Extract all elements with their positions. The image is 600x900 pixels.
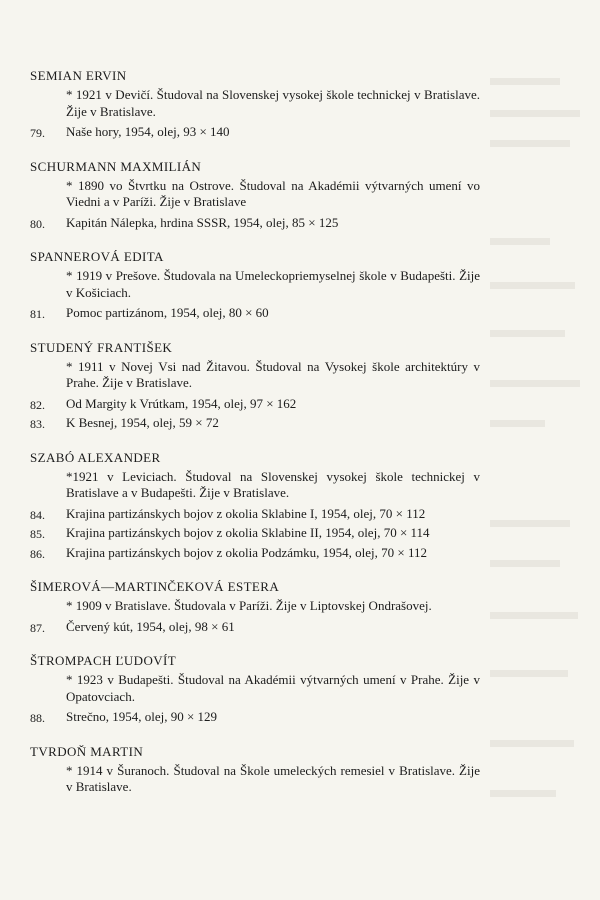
artist-entry [30,157,480,233]
artist-entry [30,338,480,433]
artwork-item [30,396,480,414]
artwork-item [30,525,480,543]
artist-name: ŠTROMPACH ĽUDOVÍT [30,653,177,668]
artwork-item [30,709,480,727]
artwork-title: Krajina partizánskych bojov z okolia Sklabine II, 1954, olej, 70 × 114 [66,525,430,540]
artwork-item [30,305,480,323]
artist-biography: * 1914 v Šuranoch. Študoval na Škole umeleckých remesiel v Bratislave. Žije v Bratislave. [66,762,480,794]
artwork-item [30,545,480,563]
artwork-number: 80. [30,216,45,231]
artwork-item [30,506,480,524]
artwork-title: K Besnej, 1954, olej, 59 × 72 [66,415,219,430]
artist-biography: * 1919 v Prešove. Študovala na Umeleckopriemyselnej škole v Budapešti. Žije v Košiciach. [66,268,480,300]
artwork-number: 85. [30,527,45,541]
artwork-number: 83. [30,417,45,431]
show-through-bleed [470,0,600,900]
artwork-item [30,415,480,433]
artist-name: SZABÓ ALEXANDER [30,449,161,465]
catalog-page [30,66,480,811]
artwork-item [30,215,480,233]
artist-entry [30,66,480,142]
artist-biography: * 1911 v Novej Vsi nad Žitavou. Študoval na Vysokej škole architektúry v Prahe. Žije v Bratislave. [66,358,480,390]
artist-biography: * 1923 v Budapešti. Študoval na Akadémii výtvarných umení v Prahe. Žije v Opatovciach. [66,672,480,704]
artist-biography: * 1921 v Devičí. Študoval na Slovenskej vysokej škole technickej v Bratislave. Žije v Bratislave. [66,87,480,119]
artwork-title: Pomoc partizánom, 1954, olej, 80 × 60 [66,305,269,320]
artwork-title: Od Margity k Vrútkam, 1954, olej, 97 × 162 [66,395,297,411]
artwork-item [30,124,480,142]
artist-name: TVRDOŇ MARTIN [30,743,144,759]
artwork-title: Červený kút, 1954, olej, 98 × 61 [66,618,235,634]
artwork-number: 82. [30,397,45,412]
artwork-number: 79. [30,126,45,140]
artist-name: STUDENÝ FRANTIŠEK [30,339,173,355]
artwork-number: 86. [30,546,45,561]
artwork-number: 88. [30,711,45,725]
artist-name: ŠIMEROVÁ—MARTINČEKOVÁ ESTERA [30,579,280,594]
artist-name: SEMIAN ERVIN [30,68,127,83]
artist-biography: * 1909 v Bratislave. Študovala v Paríži. Žije v Liptovskej Ondrašovej. [66,598,432,613]
artist-biography: * 1890 vo Štvrtku na Ostrove. Študoval na Akadémii výtvarných umení vo Viedni a v Paríži. Žije v Bratislave [66,177,480,209]
artwork-title: Kapitán Nálepka, hrdina SSSR, 1954, olej, 85 × 125 [66,214,339,230]
artwork-title: Krajina partizánskych bojov z okolia Podzámku, 1954, olej, 70 × 112 [66,544,428,560]
artwork-title: Naše hory, 1954, olej, 93 × 140 [66,124,230,139]
artwork-title: Krajina partizánskych bojov z okolia Sklabine I, 1954, olej, 70 × 112 [66,505,426,521]
artwork-title: Strečno, 1954, olej, 90 × 129 [66,709,218,724]
artwork-number: 87. [30,620,45,635]
artwork-item [30,619,480,637]
artist-entry [30,448,480,563]
artist-entry [30,651,480,727]
artist-entry [30,247,480,323]
artist-entry [30,742,480,796]
artwork-number: 84. [30,507,45,522]
artist-name: SPANNEROVÁ EDITA [30,249,164,264]
artist-name: SCHURMANN MAXMILIÁN [30,158,202,174]
artwork-number: 81. [30,307,45,321]
artist-entry [30,577,480,636]
artist-biography: *1921 v Leviciach. Študoval na Slovenskej vysokej škole technickej v Bratislave a v Budapešti. Žije v Bratislave. [66,468,480,500]
